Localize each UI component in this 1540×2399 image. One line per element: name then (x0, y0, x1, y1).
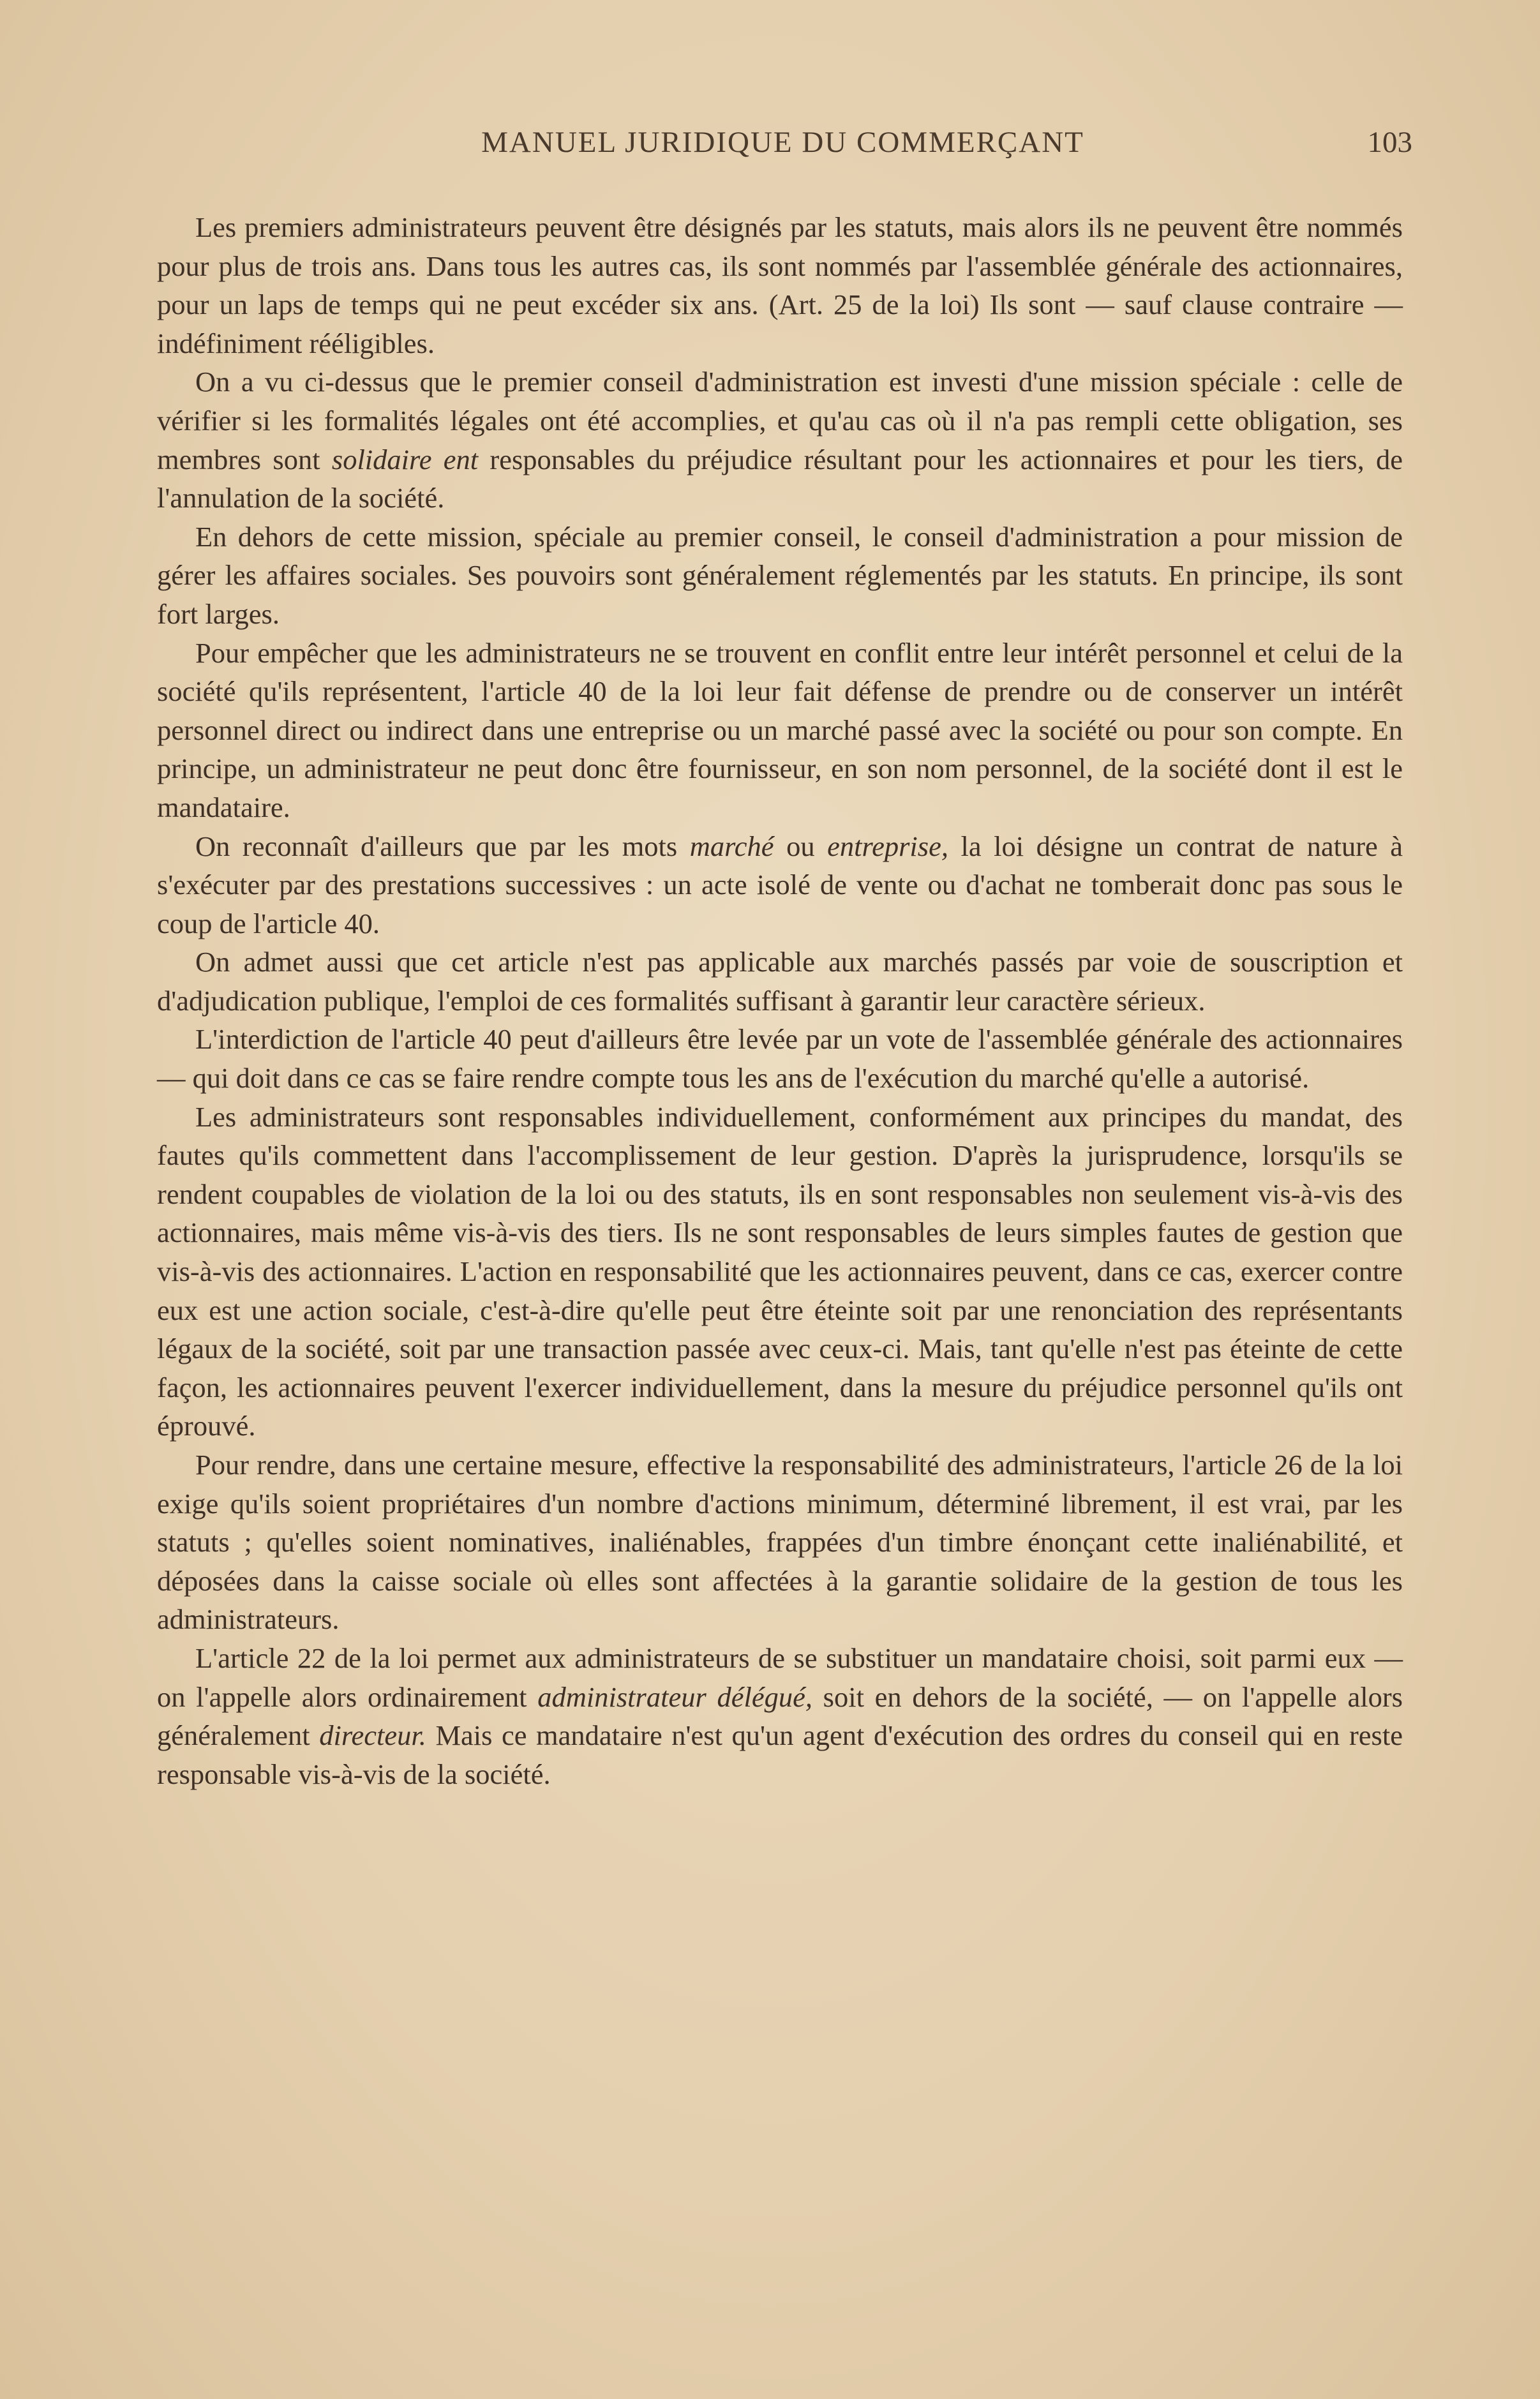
paragraph-10-text-b: soit en dehors de la société, — on l'appelle alors généralement (157, 1680, 1403, 1752)
paragraph-2-emphasis: solidaire ent (331, 443, 479, 475)
paragraph-10-emphasis-administrateur: administrateur délégué, (537, 1680, 812, 1713)
body-text (157, 208, 1403, 1793)
paragraph-2 (157, 362, 1403, 517)
paragraph-10-emphasis-directeur: directeur. (319, 1719, 426, 1752)
paragraph-5-text-b: ou (774, 830, 828, 862)
paragraph-5-text-c: la loi désigne un contrat de nature à s'exécuter par des prestations successives : un acte isolé de vente ou d'achat ne tomberait donc pas sous le coup de l'article 40. (157, 830, 1403, 939)
paragraph-6: On admet aussi que cet article n'est pas applicable aux marchés passés par voie de souscription et d'adjudication publique, l'emploi de ces formalités suffisant à garantir leur caractère sérieux. (157, 946, 1403, 1017)
running-title: MANUEL JURIDIQUE DU COMMERÇANT (481, 126, 1084, 159)
paragraph-8: Les administrateurs sont responsables individuellement, conformément aux principes du mandat, des fautes qu'ils commettent dans l'accomplissement de leur gestion. D'après la jurisprudence, lorsqu'ils se rendent coupables de violation de la loi ou des statuts, ils en sont responsables non seulement vis-à-vis des actionnaires, mais même vis-à-vis des tiers. Ils ne sont responsables de leurs simples fautes de gestion que vis-à-vis des actionnaires. L'action en responsabilité que les actionnaires peuvent, dans ce cas, exercer contre eux est une action sociale, c'est-à-dire qu'elle peut être éteinte soit par une renonciation des représentants légaux de la société, soit par une transaction passée avec ceux-ci. Mais, tant qu'elle n'est pas éteinte de cette façon, les actionnaires peuvent l'exercer individuellement, dans la mesure du préjudice personnel qu'ils ont éprouvé. (157, 1100, 1403, 1442)
paragraph-9: Pour rendre, dans une certaine mesure, effective la responsabilité des administrateurs, l'article 26 de la loi exige qu'ils soient propriétaires d'un nombre d'actions minimum, déterminé librement, il est vrai, par les statuts ; qu'elles soient nominatives, inaliénables, frappées d'un timbre énonçant cette inaliénabilité, et déposées dans la caisse sociale où elles sont affectées à la garantie solidaire de la gestion de tous les administrateurs. (157, 1449, 1403, 1636)
paragraph-10-text-c: Mais ce mandataire n'est qu'un agent d'exécution des ordres du conseil qui en reste responsable vis-à-vis de la société. (157, 1719, 1403, 1790)
paragraph-5-emphasis-marche: marché (689, 830, 774, 862)
paragraph-10 (157, 1639, 1403, 1793)
paragraph-10-text-a: L'article 22 de la loi permet aux administrateurs de se substituer un mandataire choisi, soit parmi eux — on l'appelle alors ordinairement (157, 1641, 1403, 1713)
page-number: 103 (1367, 126, 1412, 159)
page-header (153, 125, 1412, 170)
paragraph-2-text-b: responsables du préjudice résultant pour les actionnaires et pour les tiers, de l'annulation de la société. (157, 443, 1403, 514)
paragraph-5 (157, 827, 1403, 943)
paragraph-4: Pour empêcher que les administrateurs ne se trouvent en conflit entre leur intérêt personnel et celui de la société qu'ils représentent, l'article 40 de la loi leur fait défense de prendre ou de conserver un intérêt personnel direct ou indirect dans une entreprise ou un marché passé avec la société ou pour son compte. En principe, un administrateur ne peut donc être fournisseur, en son nom personnel, de la société dont il est le mandataire. (157, 636, 1403, 823)
paragraph-7: L'interdiction de l'article 40 peut d'ailleurs être levée par un vote de l'assemblée générale des actionnaires — qui doit dans ce cas se faire rendre compte tous les ans de l'exécution du marché qu'elle a autorisé. (157, 1023, 1403, 1095)
paragraph-5-emphasis-entreprise: entreprise, (827, 830, 948, 862)
paragraph-1: Les premiers administrateurs peuvent être désignés par les statuts, mais alors ils ne peuvent être nommés pour plus de trois ans. Dans tous les autres cas, ils sont nommés par l'assemblée générale des actionnaires, pour un laps de temps qui ne peut excéder six ans. (Art. 25 de la loi) Ils sont — sauf clause contraire — indéfiniment rééligibles. (157, 211, 1403, 359)
paragraph-5-text-a: On reconnaît d'ailleurs que par les mots (195, 830, 690, 862)
paragraph-2-text-a: On a vu ci-dessus que le premier conseil d'administration est investi d'une mission spéciale : celle de vérifier si les formalités légales ont été accomplies, et qu'au cas où il n'a pas rempli cette obligation, ses membres sont (157, 366, 1403, 475)
paragraph-3: En dehors de cette mission, spéciale au premier conseil, le conseil d'administration a pour mission de gérer les affaires sociales. Ses pouvoirs sont généralement réglementés par les statuts. En principe, ils sont fort larges. (157, 520, 1403, 630)
